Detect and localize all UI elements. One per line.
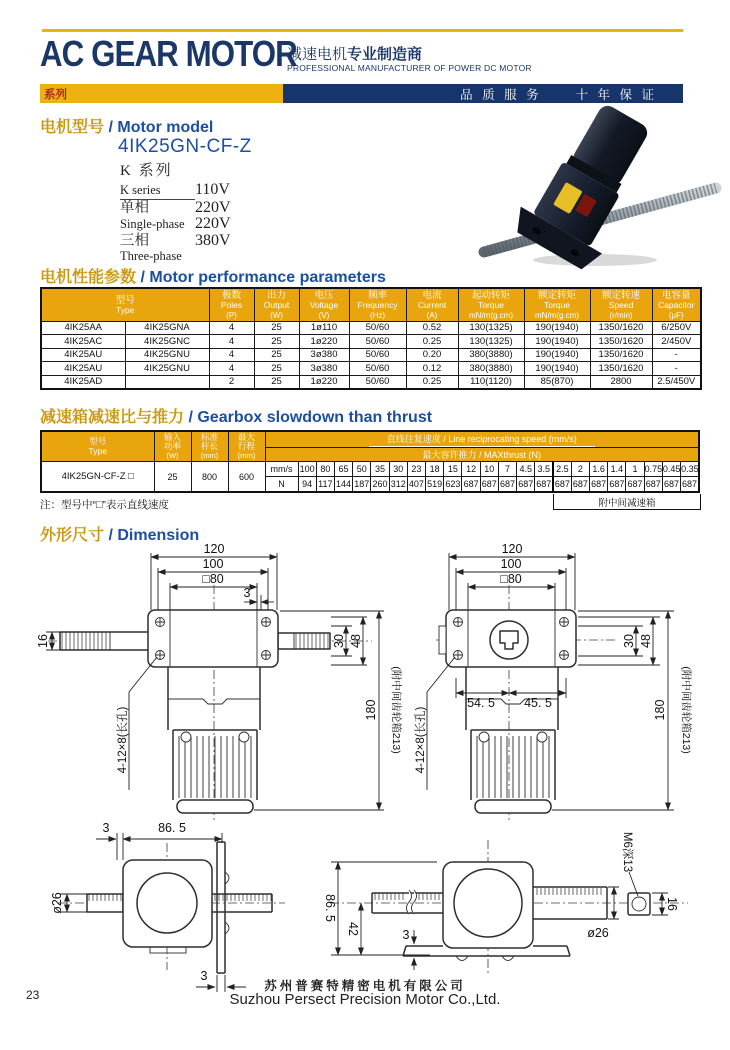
dim-180-label: 180 (653, 699, 667, 721)
dim-865-label: 86. 5 (323, 894, 337, 922)
cell: 0.75 (644, 462, 662, 477)
cell: 687 (626, 477, 644, 493)
cell: 4IK25GNC (125, 335, 209, 349)
subtitle-zh-regular: 减速电机 (287, 46, 348, 63)
cell: 687 (498, 477, 516, 493)
cell: 1350/1620 (590, 335, 652, 349)
drawing-top-view (50, 821, 285, 992)
cell: 260 (371, 477, 389, 493)
table-row (41, 375, 701, 389)
cell: - (652, 348, 701, 362)
subtitle-zh-bold: 专业制造商 (347, 46, 423, 63)
subtitle-zh (287, 43, 422, 64)
col-header: 额定转矩 Torque mN/m(g.cm) (524, 288, 590, 321)
voltage-row (120, 233, 290, 250)
col-header: 频率 Frequency (Hz) (349, 288, 406, 321)
cell: 85(870) (524, 375, 590, 389)
cell: 687 (462, 477, 480, 493)
cell: 35 (371, 462, 389, 477)
banner-warranty: 十 年 保 证 (575, 87, 657, 102)
gearbox-note-label: (附中间齿轮箱213) (390, 666, 402, 754)
company-name-en: Suzhou Persect Precision Motor Co.,Ltd. (229, 991, 501, 1008)
dim-865-label: 86. 5 (158, 821, 186, 835)
cell: 15 (444, 462, 462, 477)
cell: 3.5 (535, 462, 553, 477)
col-header: 电流 Current (A) (406, 288, 458, 321)
cell: 687 (644, 477, 662, 493)
voltage-label: K series (120, 183, 195, 200)
gold-rule (42, 29, 683, 32)
cell: 2800 (590, 375, 652, 389)
gearbox-note-label: (附中间齿轮箱213) (680, 666, 692, 754)
subtitle-en: PROFESSIONAL MANUFACTURER OF POWER DC MOTOR (287, 63, 532, 73)
cell: 687 (681, 477, 699, 493)
dim-48-label: 48 (639, 634, 653, 648)
drawing-front-left (36, 542, 403, 823)
voltage-value: 380V (195, 231, 231, 249)
col-header: 输入功率 (W) (154, 431, 191, 462)
cell: 1350/1620 (590, 321, 652, 335)
col-header: 标准杆长 (mm) (191, 431, 228, 462)
cell: 2.5/450V (652, 375, 701, 389)
dim-30-label: 30 (622, 634, 636, 648)
dim-42-label: 42 (346, 922, 360, 936)
col-header: 型号 Type (41, 288, 209, 321)
dim-45-label: 45. 5 (524, 696, 552, 710)
cell: 687 (535, 477, 553, 493)
col-header: 出力 Output (W) (254, 288, 299, 321)
cell: 687 (553, 477, 571, 493)
cell: 407 (407, 477, 425, 493)
cell (125, 375, 209, 389)
company-name-zh: 苏州普赛特精密电机有限公司 (264, 979, 466, 993)
motor-model-title: 电机型号 / Motor model (40, 119, 214, 136)
cell: 687 (571, 477, 589, 493)
unit-cell: N (265, 477, 298, 493)
voltage-value: 220V (195, 198, 231, 216)
cell: 4 (209, 362, 254, 376)
cell: 50/60 (349, 321, 406, 335)
motor-body-group (509, 100, 668, 270)
cell: 1 (626, 462, 644, 477)
cell: 1.6 (590, 462, 608, 477)
cell: 4 (209, 335, 254, 349)
cell: 23 (407, 462, 425, 477)
cell: 25 (254, 321, 299, 335)
intermediate-gearbox-bracket: 附中间减速箱 (553, 494, 701, 510)
cell: 1ø110 (299, 321, 349, 335)
cell: 312 (389, 477, 407, 493)
cell: 25 (254, 375, 299, 389)
dim-80-label: □80 (202, 572, 224, 586)
cell: 2.5 (553, 462, 571, 477)
cell: 65 (334, 462, 352, 477)
col-header: 电容量 Capacitor (μF) (652, 288, 701, 321)
cell: 2 (209, 375, 254, 389)
table-row (41, 335, 701, 349)
cell: 519 (426, 477, 444, 493)
cell: 687 (662, 477, 680, 493)
cell: 4IK25AD (41, 375, 125, 389)
cell: 80 (316, 462, 334, 477)
col-header: 起动转矩 Torque mN/m(g.cm) (458, 288, 524, 321)
dim-48-label: 48 (349, 634, 363, 648)
cell: 0.35 (681, 462, 699, 477)
thrust-header: 最大容许推力 / MAXthrust (N) (265, 448, 699, 462)
gearbox-title: 减速箱减速比与推力 / Gearbox slowdown than thrust (40, 409, 433, 426)
cell: 25 (254, 335, 299, 349)
cell: 190(1940) (524, 321, 590, 335)
cell: 30 (389, 462, 407, 477)
cell: 4IK25AA (41, 321, 125, 335)
page-title: AC GEAR MOTOR (40, 34, 297, 75)
cell: 3ø380 (299, 348, 349, 362)
cell: 130(1325) (458, 321, 524, 335)
cell: 0.52 (406, 321, 458, 335)
cell: 12 (462, 462, 480, 477)
drawing-side-view (323, 832, 688, 975)
cell: 1.4 (608, 462, 626, 477)
cell: 7 (498, 462, 516, 477)
cell: 4IK25AU (41, 348, 125, 362)
dim-26-label: ø26 (587, 926, 609, 940)
gearbox-note: 注：型号中“□”表示直线速度 (40, 499, 169, 511)
cell: 50/60 (349, 348, 406, 362)
speed-row (41, 462, 699, 477)
cell: 50 (353, 462, 371, 477)
cell: 4 (209, 348, 254, 362)
dim-100-label: 100 (202, 557, 224, 571)
dimension-drawings (0, 540, 730, 1000)
banner-quality: 品 质 服 务 (460, 87, 542, 102)
cell: 0.25 (406, 375, 458, 389)
cell: 190(1940) (524, 335, 590, 349)
cell: 4IK25AC (41, 335, 125, 349)
cell: 600 (228, 462, 265, 493)
cell: 50/60 (349, 335, 406, 349)
cell: 687 (480, 477, 498, 493)
dim-3-label: 3 (102, 821, 110, 835)
cell: 25 (254, 348, 299, 362)
cell: 1ø220 (299, 375, 349, 389)
cell: 687 (517, 477, 535, 493)
dim-26-label: ø26 (50, 892, 64, 914)
table-row (41, 362, 701, 376)
cell: 0.25 (406, 335, 458, 349)
table-row (41, 321, 701, 335)
voltage-row (120, 249, 290, 265)
cell: 117 (316, 477, 334, 493)
cell: 800 (191, 462, 228, 493)
motor-photo (470, 100, 725, 270)
cell: 4IK25GNU (125, 362, 209, 376)
cell: 1350/1620 (590, 348, 652, 362)
col-header: 极数 Poles (P) (209, 288, 254, 321)
dim-54-label: 54. 5 (467, 696, 495, 710)
cell: 3ø380 (299, 362, 349, 376)
voltage-value: 110V (195, 181, 230, 198)
voltage-label: 三相 (120, 232, 149, 249)
col-header: 电压 Voltage (V) (299, 288, 349, 321)
cell: 187 (353, 477, 371, 493)
table-row (41, 348, 701, 362)
col-header: 额定转速 Speed (r/min) (590, 288, 652, 321)
cell: 25 (154, 462, 191, 493)
cell: 4IK25AU (41, 362, 125, 376)
dim-16-label: 16 (36, 634, 50, 648)
cell: 50/60 (349, 362, 406, 376)
dimension-title: 外形尺寸 / Dimension (40, 527, 200, 544)
dim-16-label: 16 (665, 897, 679, 911)
cell: 4IK25GNA (125, 321, 209, 335)
voltage-value: 220V (195, 215, 231, 232)
dim-180-label: 180 (364, 699, 378, 721)
cell: 18 (426, 462, 444, 477)
dim-120-label: 120 (501, 542, 523, 556)
cell: 2 (571, 462, 589, 477)
motor-model-number: 4IK25GN-CF-Z (118, 136, 252, 157)
cell: 25 (254, 362, 299, 376)
voltage-list (120, 159, 290, 265)
header-row (41, 288, 701, 321)
dim-m6-label: M6深13 (621, 831, 633, 873)
slot-holes-label: 4-12×8(长孔) (415, 706, 427, 774)
cell: 4IK25GNU (125, 348, 209, 362)
voltage-row (120, 182, 290, 200)
series-label: 系列 (44, 88, 67, 101)
cell: 380(3880) (458, 362, 524, 376)
dim-30-label: 30 (332, 634, 346, 648)
cell: 110(1120) (458, 375, 524, 389)
dim-3-label: 3 (200, 969, 208, 983)
voltage-label: Single-phase (120, 217, 185, 231)
voltage-label: Three-phase (120, 249, 182, 263)
cell: 687 (590, 477, 608, 493)
k-series-heading: K 系列 (120, 163, 173, 179)
dim-80-label: □80 (500, 572, 522, 586)
dim-3-label: 3 (243, 586, 251, 600)
cell: 380(3880) (458, 348, 524, 362)
dim-100-label: 100 (500, 557, 522, 571)
cell: 190(1940) (524, 362, 590, 376)
performance-title: 电机性能参数 / Motor performance parameters (40, 269, 386, 286)
cell: 50/60 (349, 375, 406, 389)
cell: 1350/1620 (590, 362, 652, 376)
cell: 623 (444, 477, 462, 493)
cell: 4.5 (517, 462, 535, 477)
cell: 6/250V (652, 321, 701, 335)
cell: 144 (334, 477, 352, 493)
cell: 100 (298, 462, 316, 477)
cell: 0.45 (662, 462, 680, 477)
cell: 4 (209, 321, 254, 335)
unit-cell: mm/s (265, 462, 298, 477)
cell: 0.12 (406, 362, 458, 376)
cell: 0.20 (406, 348, 458, 362)
cell: 190(1940) (524, 348, 590, 362)
col-header: 型号 Type (41, 431, 154, 462)
dim-120-label: 120 (203, 542, 225, 556)
drawing-front-right (413, 542, 693, 823)
slot-holes-label: 4-12×8(长孔) (117, 706, 129, 774)
cell: - (652, 362, 701, 376)
cell: 1ø220 (299, 335, 349, 349)
page-number: 23 (26, 988, 40, 1002)
cell: 4IK25GN-CF-Z □ (41, 462, 154, 493)
performance-table (40, 287, 702, 390)
dim-3-label: 3 (402, 928, 410, 942)
series-band (40, 84, 283, 103)
header-row (41, 431, 699, 448)
cell: 130(1325) (458, 335, 524, 349)
cell: 94 (298, 477, 316, 493)
cell: 10 (480, 462, 498, 477)
col-header: 最大行程 (mm) (228, 431, 265, 462)
cell: 687 (608, 477, 626, 493)
voltage-row (120, 200, 290, 217)
gearbox-table (40, 430, 700, 493)
voltage-label: 单相 (120, 199, 149, 216)
voltage-row (120, 216, 290, 233)
cell: 2/450V (652, 335, 701, 349)
speed-header: 直线往复速度 / Line reciprocating speed (mm/s) (265, 431, 699, 448)
